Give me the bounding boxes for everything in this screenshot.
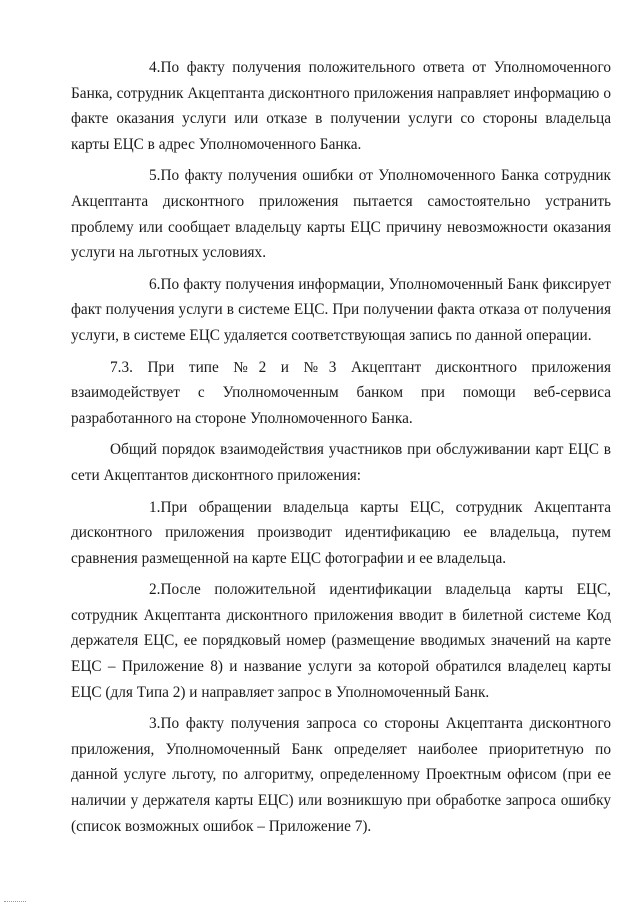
paragraph-item-2	[71, 577, 611, 705]
paragraph-item-1	[71, 495, 611, 572]
paragraph-item-5	[71, 163, 611, 265]
paragraph-text: По факту получения информации, Уполномоченный Банк фиксирует факт получения услуги в системе ЕЦС. При получении факта отказа от получения услуги, в системе ЕЦС удаляется соответствующая запись по данной операции.	[71, 275, 611, 344]
paragraph-text: Общий порядок взаимодействия участников при обслуживании карт ЕЦС в сети Акцептантов дисконтного приложения:	[71, 441, 611, 484]
paragraph-general-procedure	[71, 437, 611, 488]
paragraph-number: 5.	[149, 167, 161, 185]
paragraph-number: 3.	[149, 715, 161, 733]
paragraph-text: По факту получения запроса со стороны Акцептанта дисконтного приложения, Уполномоченный Банк определяет наиболее приоритетную по данной услуге льготу, по алгоритму, определенному Проектным офисом (при ее наличии у держателя карты ЕЦС) или возникшую при обработке запроса ошибку (список возможных ошибок – Приложение 7).	[71, 715, 611, 835]
paragraph-number: 4.	[149, 59, 161, 76]
paragraph-text: После положительной идентификации владельца карты ЕЦС, сотрудник Акцептанта дисконтного приложения вводит в билетной системе Код держателя ЕЦС, ее порядковый номер (размещение вводимых значений на карте ЕЦС – Приложение 8) и название услуги за которой обратился владелец карты ЕЦС (для Типа 2) и направляет запрос в Уполномоченный Банк.	[71, 581, 611, 701]
paragraph-text: При обращении владельца карты ЕЦС, сотрудник Акцептанта дисконтного приложения производит идентификацию ее владельца, путем сравнения размещенной на карте ЕЦС фотографии и ее владельца.	[71, 498, 611, 567]
paragraph-text: По факту получения положительного ответа от Уполномоченного Банка, сотрудник Акцептанта дисконтного приложения направляет информацию о факте оказания услуги или отказе в получении услуги со стороны владельца карты ЕЦС в адрес Уполномоченного Банка.	[71, 59, 611, 153]
paragraph-text: 7.3. При типе №2 и №3 Акцептант дисконтного приложения взаимодействует с Уполномоченным банком при помощи веб-сервиса разработанного на стороне Уполномоченного Банка.	[71, 358, 611, 427]
paragraph-number: 2.	[149, 581, 161, 599]
document-body	[71, 55, 611, 845]
paragraph-text: По факту получения ошибки от Уполномоченного Банка сотрудник Акцептанта дисконтного приложения пытается самостоятельно устранить проблему или сообщает владельцу карты ЕЦС причину невозможности оказания услуги на льготных условиях.	[71, 167, 611, 262]
paragraph-item-4	[71, 55, 611, 157]
scan-edge-mark	[4, 899, 26, 902]
paragraph-number: 1.	[149, 498, 161, 516]
paragraph-number: 6.	[149, 275, 161, 293]
paragraph-section-7-3	[71, 355, 611, 432]
paragraph-item-6	[71, 272, 611, 349]
paragraph-item-3	[71, 711, 611, 839]
